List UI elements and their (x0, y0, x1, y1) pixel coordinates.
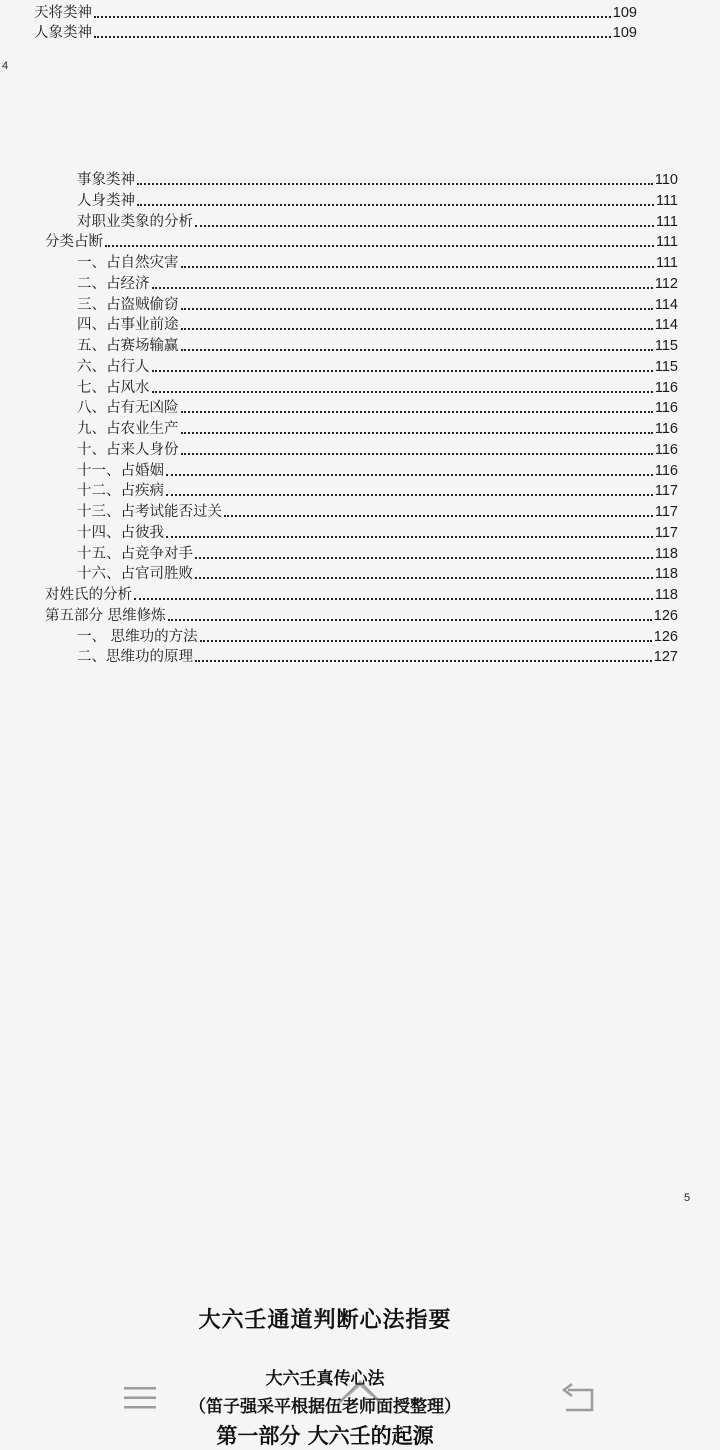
toc-entry-page: 126 (653, 628, 678, 645)
toc-entry (77, 253, 678, 273)
toc-entry-page: 115 (654, 358, 678, 375)
toc-entry-page: 116 (654, 421, 678, 437)
toc-entry (77, 357, 678, 377)
dot-leader (137, 203, 654, 206)
toc-entry-label: 十、占来人身份 (77, 441, 179, 458)
page-number-marker: 4 (2, 60, 9, 72)
toc-entry-label: 天将类神 (34, 5, 92, 21)
toc-entry-page: 115 (654, 338, 678, 354)
toc-entry-label: 二、占经济 (77, 275, 150, 292)
toc-entry (77, 440, 678, 460)
toc-entry-page: 110 (654, 172, 678, 188)
toc-entry-page: 118 (654, 566, 678, 583)
toc-entry-label: 三、占盗贼偷窃 (77, 296, 179, 313)
toc-entry-label: 一、占自然灾害 (77, 255, 179, 271)
toc-entry (45, 232, 678, 252)
dot-leader (137, 182, 653, 185)
toc-entry-label: 九、占农业生产 (77, 421, 179, 437)
navigation-bar (0, 1370, 720, 1440)
toc-entry-label: 人身类神 (77, 192, 135, 209)
dot-leader (181, 452, 653, 455)
toc-entry-label: 对职业类象的分析 (77, 213, 193, 230)
part-heading: 第一部分 大六壬的起源 (216, 1424, 434, 1448)
toc-entry (77, 315, 678, 335)
toc-entry-page: 114 (654, 296, 678, 313)
dot-leader (195, 576, 653, 579)
dot-leader (224, 514, 653, 517)
dot-leader (166, 535, 653, 538)
menu-icon[interactable] (122, 1384, 158, 1412)
toc-entry (45, 585, 678, 605)
toc-entry-page: 116 (654, 462, 678, 479)
back-icon[interactable] (560, 1382, 598, 1414)
toc-entry (77, 564, 678, 584)
toc-entry-page: 118 (654, 545, 678, 562)
dot-leader (181, 431, 653, 434)
toc-entry-label: 七、占风水 (77, 379, 150, 396)
toc-entry (77, 295, 678, 315)
dot-leader (195, 659, 652, 662)
toc-entry-label: 十三、占考试能否过关 (77, 504, 222, 520)
toc-entry (77, 398, 678, 418)
toc-entry (77, 461, 678, 481)
dot-leader (94, 15, 611, 18)
toc-entry (77, 274, 678, 294)
document-title: 大六壬通道判断心法指要 (198, 1308, 452, 1333)
document-subtitle: 大六壬真传心法 (265, 1369, 385, 1389)
toc-entry (77, 544, 678, 564)
toc-entry-label: 第五部分 思维修炼 (45, 607, 166, 624)
toc-entry-page: 114 (654, 317, 678, 334)
dot-leader (152, 369, 653, 372)
toc-entry-label: 十二、占疾病 (77, 483, 164, 500)
toc-entry-label: 十六、占官司胜败 (77, 566, 193, 583)
document-credit: （笛子强采平根据伍老师面授整理） (189, 1397, 461, 1417)
toc-entry-label: 十一、占婚姻 (77, 462, 164, 479)
dot-leader (181, 265, 654, 268)
toc-entry (77, 419, 678, 439)
dot-leader (195, 224, 654, 227)
toc-entry-page: 111 (655, 255, 678, 271)
toc-entry-page: 111 (655, 234, 678, 251)
toc-entry (77, 191, 678, 211)
toc-entry-page: 116 (654, 379, 678, 396)
dot-leader (200, 639, 652, 642)
toc-entry (77, 502, 678, 522)
dot-leader (181, 410, 653, 413)
toc-entry (77, 170, 678, 190)
toc-entry-page: 117 (654, 483, 678, 500)
toc-entry-label: 一、 思维功的方法 (77, 628, 198, 645)
toc-entry-page: 112 (654, 275, 678, 292)
dot-leader (94, 35, 611, 38)
dot-leader (152, 390, 653, 393)
toc-entry (77, 481, 678, 501)
toc-entry-page: 117 (654, 524, 678, 541)
toc-entry-label: 对姓氏的分析 (45, 587, 132, 603)
dot-leader (105, 244, 654, 247)
dot-leader (181, 327, 653, 330)
toc-entry-page: 117 (654, 504, 678, 520)
dot-leader (166, 473, 653, 476)
toc-entry-label: 人象类神 (34, 25, 92, 41)
toc-entry-label: 六、占行人 (77, 358, 150, 375)
toc-entry-page: 116 (654, 441, 678, 458)
toc-entry-page: 109 (612, 25, 637, 41)
toc-entry (45, 606, 678, 626)
toc-entry-page: 118 (654, 587, 678, 603)
dot-leader (134, 597, 653, 600)
toc-entry (77, 212, 678, 232)
home-icon[interactable] (334, 1376, 386, 1410)
toc-entry-page: 127 (653, 649, 678, 666)
toc-entry-page: 111 (655, 213, 678, 230)
toc-entry (77, 336, 678, 356)
dot-leader (181, 307, 653, 310)
toc-entry-label: 十五、占竞争对手 (77, 545, 193, 562)
toc-entry (77, 378, 678, 398)
dot-leader (195, 556, 653, 559)
toc-entry-page: 111 (655, 192, 678, 209)
toc-entry (77, 627, 678, 647)
toc-entry-label: 二、思维功的原理 (77, 649, 193, 666)
toc-entry (34, 23, 637, 43)
page-number-marker: 5 (684, 1192, 691, 1204)
toc-entry-label: 事象类神 (77, 172, 135, 188)
toc-entry-label: 十四、占彼我 (77, 524, 164, 541)
toc-entry-label: 分类占断 (45, 234, 103, 251)
dot-leader (152, 286, 653, 289)
toc-entry (77, 523, 678, 543)
toc-entry-page: 116 (654, 400, 678, 417)
toc-entry-page: 109 (612, 5, 637, 21)
dot-leader (181, 348, 653, 351)
dot-leader (166, 493, 653, 496)
toc-entry (77, 647, 678, 667)
toc-entry-page: 126 (653, 607, 678, 624)
toc-entry-label: 四、占事业前途 (77, 317, 179, 334)
toc-entry (34, 3, 637, 23)
toc-entry-label: 五、占赛场输赢 (77, 338, 179, 354)
toc-entry-label: 八、占有无凶险 (77, 400, 179, 417)
dot-leader (168, 618, 652, 621)
